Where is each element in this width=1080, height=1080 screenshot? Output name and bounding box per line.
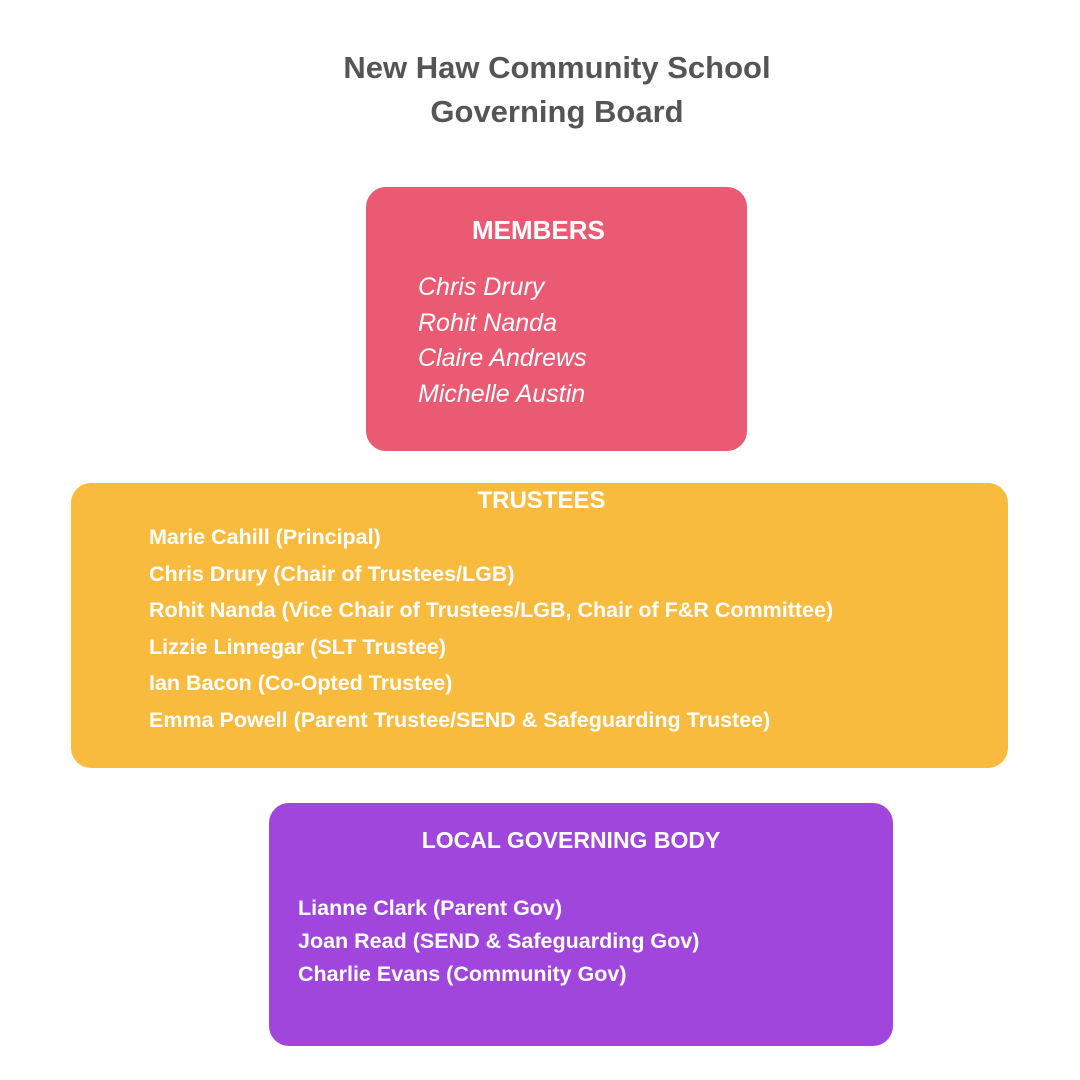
trustees-list bbox=[149, 519, 833, 739]
list-item: Charlie Evans (Community Gov) bbox=[298, 962, 627, 986]
list-item: Rohit Nanda (Vice Chair of Trustees/LGB, Chair of F&R Committee) bbox=[149, 598, 834, 623]
members-heading: MEMBERS bbox=[472, 215, 605, 245]
list-item: Michelle Austin bbox=[418, 379, 586, 408]
list-item: Chris Drury bbox=[418, 273, 545, 301]
members-box bbox=[366, 187, 747, 451]
local-governing-body-box bbox=[269, 803, 893, 1046]
list-item: Joan Read (SEND & Safeguarding Gov) bbox=[298, 929, 700, 953]
page-title bbox=[0, 46, 1080, 134]
list-item: Rohit Nanda bbox=[418, 308, 557, 337]
list-item: Marie Cahill (Principal) bbox=[149, 525, 381, 549]
trustees-box bbox=[71, 483, 1008, 768]
trustees-heading-text: TRUSTEES bbox=[477, 487, 606, 514]
lgb-heading: LOCAL GOVERNING BODY bbox=[421, 827, 721, 853]
lgb-list bbox=[298, 892, 699, 991]
list-item: Chris Drury (Chair of Trustees/LGB) bbox=[149, 561, 515, 586]
title-line-board: Governing Board bbox=[430, 94, 684, 129]
list-item: Claire Andrews bbox=[418, 344, 587, 372]
list-item: Lizzie Linnegar (SLT Trustee) bbox=[149, 634, 447, 659]
title-line-school: New Haw Community School bbox=[343, 50, 771, 85]
trustees-heading bbox=[71, 487, 1008, 515]
list-item: Ian Bacon (Co-Opted Trustee) bbox=[149, 671, 453, 696]
list-item: Emma Powell (Parent Trustee/SEND & Safeguarding Trustee) bbox=[149, 707, 771, 732]
list-item: Lianne Clark (Parent Gov) bbox=[298, 896, 563, 920]
members-list bbox=[418, 270, 587, 412]
